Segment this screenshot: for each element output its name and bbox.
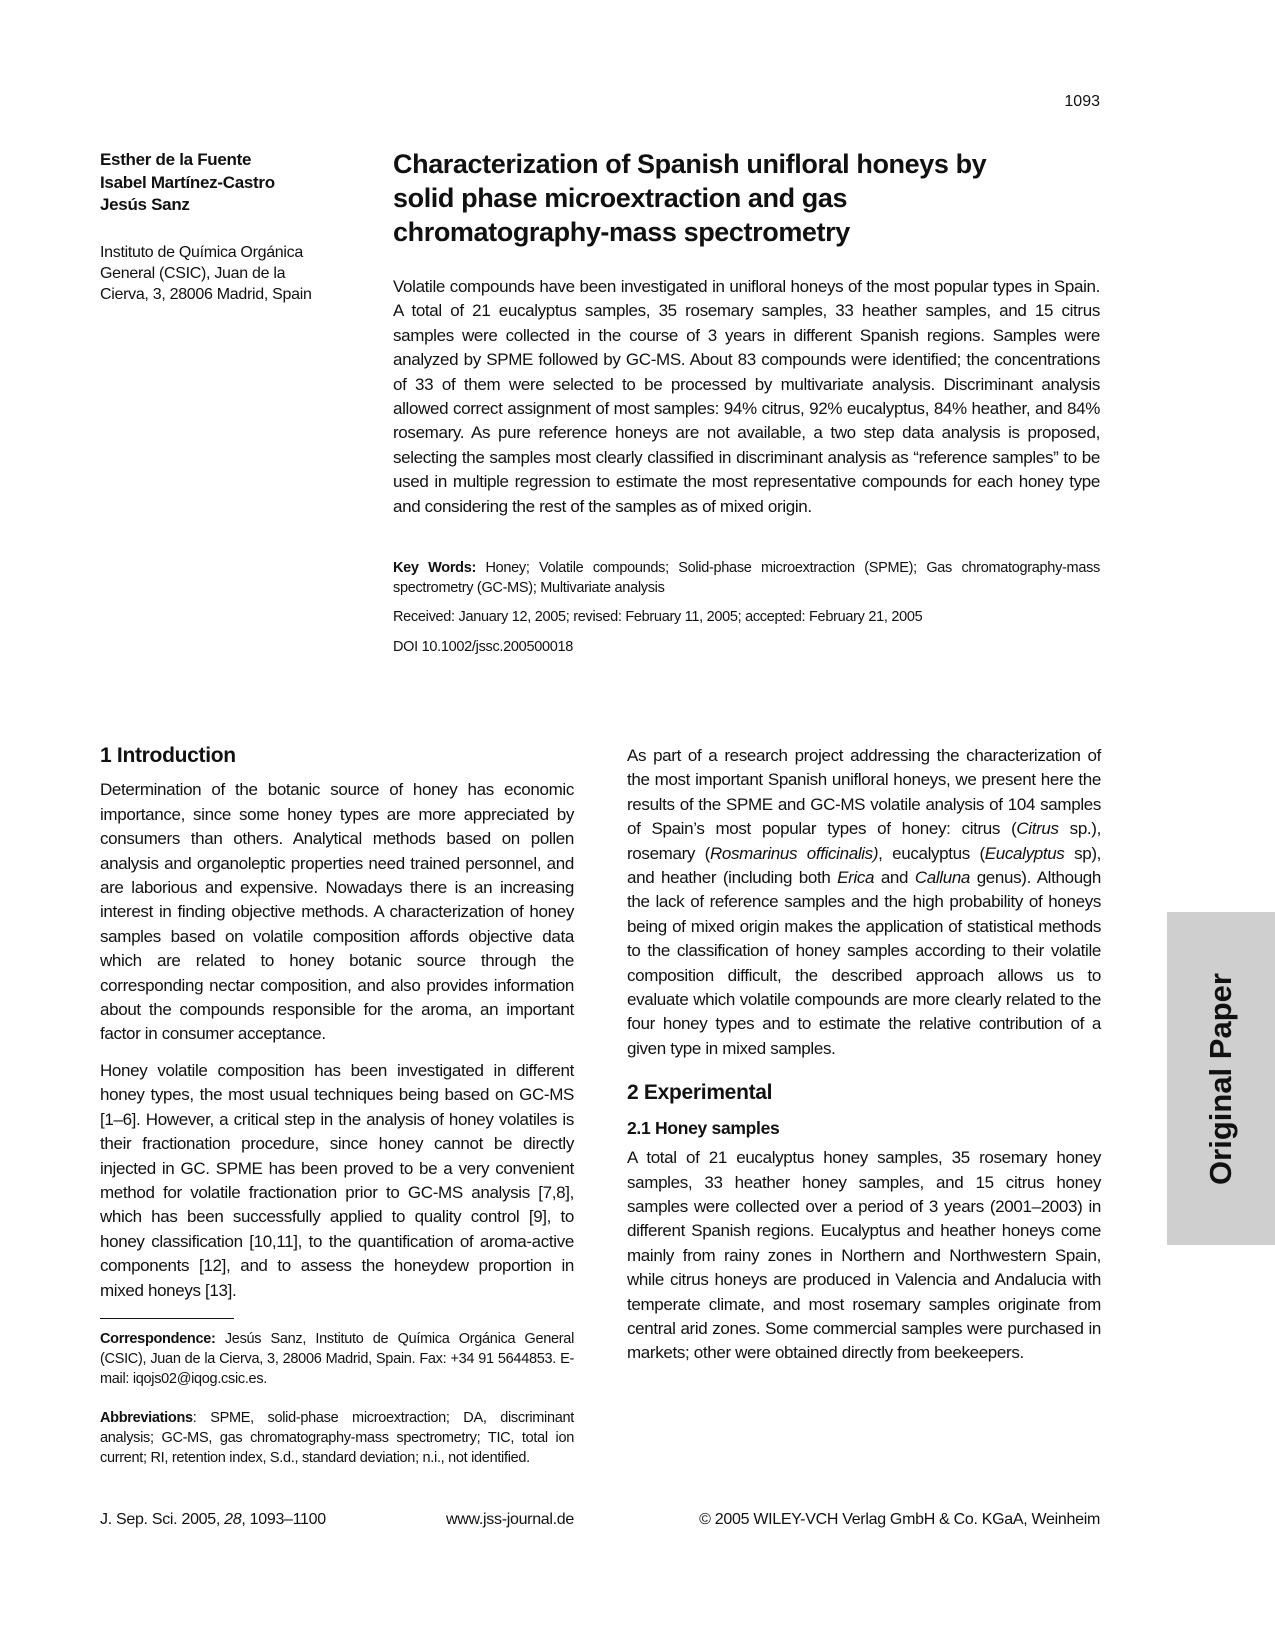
paragraph bbox=[627, 1146, 1101, 1366]
text-segment: sp.), rosemary ( bbox=[627, 819, 1101, 863]
text-segment: J. Sep. Sci. 2005, bbox=[100, 1511, 225, 1528]
text-segment: sp), and heather (including both bbox=[627, 843, 1102, 888]
text-segment: , eucalyptus ( bbox=[878, 843, 985, 863]
received-dates: Received: January 12, 2005; revised: February 11, 2005; accepted: February 21, 2005 bbox=[393, 609, 923, 625]
right-column bbox=[627, 744, 1101, 1378]
copyright: © 2005 WILEY-VCH Verlag GmbH & Co. KGaA, Weinheim bbox=[699, 1511, 1100, 1528]
abstract: Volatile compounds have been investigated in unifloral honeys of the most popular types in Spain. A total of 21 eucalyptus samples, 35 rosemary samples, 33 heather samples, and 15 citrus samples were collected in the course of 3 years in different Spanish regions. Samples were analyzed by SPME followed by GC-MS. About 83 compounds were identified; the concentrations of 33 of them were selected to be processed by multivariate analysis. Discriminant analysis allowed correct assignment of most samples: 94% citrus, 92% eucalyptus, 84% heather, and 84% rosemary. As pure reference honeys are not available, a two step data analysis is proposed, selecting the samples most clearly classified in discriminant analysis as “reference samples” to be used in multiple regression to estimate the most representative compounds for each honey type and considering the rest of the samples as of mixed origin. bbox=[393, 277, 1100, 516]
affiliation bbox=[100, 242, 312, 305]
italic-text: Rosmarinus officinalis) bbox=[709, 843, 879, 863]
author: Isabel Martínez-Castro bbox=[100, 172, 275, 192]
left-column bbox=[100, 744, 574, 1315]
italic-text: Erica bbox=[837, 868, 875, 888]
text-segment: and bbox=[874, 868, 915, 888]
abbreviations-label: Abbreviations bbox=[100, 1410, 193, 1426]
correspondence-note bbox=[100, 1329, 574, 1389]
italic-text: Calluna bbox=[914, 868, 971, 888]
affiliation-line: General (CSIC), Juan de la bbox=[100, 265, 286, 282]
text-segment: Honey volatile composition has been investigated in different honey types, the most usual techniques being based on GC-MS [1–6]. However, a critical step in the analysis of honey volatiles is their fractionation procedure, since honey cannot be directly injected in GC. SPME has been proved to be a very convenient method for volatile fractionation prior to GC-MS analysis [7,8], which has been successfully applied to quality control [9], to honey classification [10,11], to the quantification of aroma-active components [12], and to assess the honeydew proportion in mixed honeys [13]. bbox=[100, 1060, 574, 1300]
paragraph bbox=[627, 744, 1101, 1061]
subsection-heading-honey-samples: 2.1 Honey samples bbox=[627, 1117, 780, 1138]
correspondence-label: Correspondence: bbox=[100, 1331, 216, 1347]
italic-text: Eucalyptus bbox=[984, 843, 1065, 863]
paper-title bbox=[393, 147, 1113, 249]
side-tab bbox=[1167, 912, 1275, 1245]
paragraph bbox=[100, 1059, 574, 1303]
author-list bbox=[100, 149, 275, 217]
page-number: 1093 bbox=[1064, 93, 1100, 110]
section-heading-experimental: 2 Experimental bbox=[627, 1081, 773, 1105]
journal-website[interactable]: www.jss-journal.de bbox=[446, 1511, 574, 1528]
keywords-text: Honey; Volatile compounds; Solid-phase microextraction (SPME); Gas chromatography-mass spectrometry (GC-MS); Multivariate analysis bbox=[393, 560, 1100, 596]
keywords-label: Key Words: bbox=[393, 560, 477, 576]
doi: DOI 10.1002/jssc.200500018 bbox=[393, 639, 574, 655]
text-segment: Determination of the botanic source of honey has economic importance, since some honey types are more appreciated by consumers than others. Analytical methods based on pollen analysis and organoleptic properties need trained personnel, and are laborious and expensive. Nowadays there is an increasing interest in finding objective methods. A characterization of honey samples based on volatile composition affords objective data which are related to honey botanic source through the corresponding nectar composition, and also provides information about the compounds responsible for the aroma, an important factor in consumer acceptance. bbox=[100, 780, 574, 1044]
footnote-rule bbox=[100, 1318, 234, 1319]
side-tab-label: Original Paper bbox=[1203, 972, 1238, 1185]
affiliation-line: Instituto de Química Orgánica bbox=[100, 244, 303, 261]
title-line: Characterization of Spanish unifloral honeys by bbox=[393, 149, 987, 179]
author: Esther de la Fuente bbox=[100, 150, 252, 169]
affiliation-line: Cierva, 3, 28006 Madrid, Spain bbox=[100, 286, 312, 303]
author: Jesús Sanz bbox=[100, 195, 190, 214]
correspondence-text: Jesús Sanz, Instituto de Química Orgánica General (CSIC), Juan de la Cierva, 3, 28006 Madrid, Spain. Fax: +34 91 5644853. E-mail: iqojs02@iqog.csic.es. bbox=[100, 1331, 574, 1387]
journal-citation bbox=[100, 1511, 326, 1529]
section-heading-introduction: 1 Introduction bbox=[100, 744, 236, 767]
keywords bbox=[393, 558, 1100, 598]
title-line: chromatography-mass spectrometry bbox=[393, 217, 850, 247]
italic-text: 28 bbox=[224, 1511, 242, 1528]
text-segment: , 1093–1100 bbox=[241, 1511, 326, 1528]
abbreviations-note bbox=[100, 1408, 574, 1468]
italic-text: Citrus bbox=[1016, 819, 1059, 839]
text-segment: genus). Although the lack of reference samples and the high probability of honeys being of mixed origin makes the application of statistical methods to the classification of honey samples according to their volatile composition difficult, the described approach allows us to evaluate which volatile compounds are more clearly related to the four honey types and to estimate the relative contribution of a given type in mixed samples. bbox=[627, 868, 1102, 1058]
text-segment: A total of 21 eucalyptus honey samples, 35 rosemary honey samples, 33 heather honey samples, and 15 citrus honey samples were collected over a period of 3 years (2001–2003) in different Spanish regions. Eucalyptus and heather honeys come mainly from rainy zones in Northern and Northwestern Spain, while citrus honeys are produced in Valencia and Andalucia with temperate climate, and most rosemary samples originate from central arid zones. Some commercial samples were purchased in markets; other were obtained directly from beekeepers. bbox=[627, 1148, 1101, 1363]
abbreviations-text: : SPME, solid-phase microextraction; DA, discriminant analysis; GC-MS, gas chromatography-mass spectrometry; TIC, total ion current; RI, retention index, S.d., standard deviation; n.i., not identified. bbox=[100, 1410, 574, 1466]
title-line: solid phase microextraction and gas bbox=[393, 183, 848, 213]
text-segment: As part of a research project addressing the characterization of the most important Spanish unifloral honeys, we present here the results of the SPME and GC-MS volatile analysis of 104 samples of Spain’s most popular types of honey: citrus ( bbox=[627, 746, 1101, 839]
paragraph bbox=[100, 778, 574, 1046]
